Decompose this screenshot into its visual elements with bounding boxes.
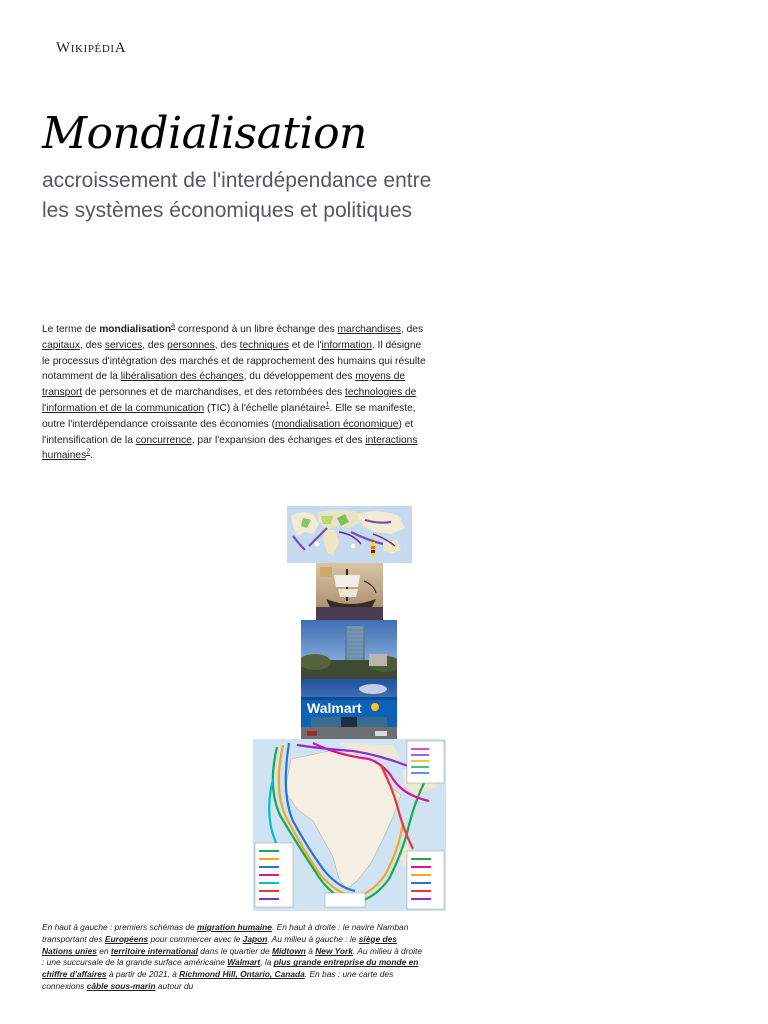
note-link-1[interactable]: 1 [325, 401, 330, 409]
logo-letters: ikipédi [70, 40, 115, 56]
text: Le terme de [42, 324, 100, 335]
link-cable-sous-marin[interactable]: câble sous-marin [86, 980, 156, 991]
text: , la [260, 957, 274, 968]
text: . Elle se manifeste, outre l'interdépendance croissante des économies ( [42, 402, 416, 430]
text: (TIC) à l'échelle planétaire [204, 402, 326, 414]
link-tic[interactable]: technologies de l'information et de la communication [42, 387, 417, 414]
text: . En bas : une carte des connexions [42, 969, 394, 991]
link-personnes[interactable]: personnes [167, 339, 215, 351]
text: dans le quartier de [197, 945, 272, 956]
link-midtown[interactable]: Midtown [271, 945, 306, 956]
link-services[interactable]: services [104, 339, 143, 351]
link-siege-nations-unies[interactable]: siège des Nations unies [42, 933, 397, 956]
logo-letter-a: A [114, 40, 127, 56]
text: , des [142, 339, 168, 351]
link-europeens[interactable]: Européens [104, 933, 149, 944]
text: , des [79, 339, 105, 351]
text: correspond à un libre échange des [175, 324, 338, 335]
link-techniques[interactable]: techniques [239, 339, 289, 351]
text: ) et l'intensification de la [42, 418, 414, 446]
text: . [90, 450, 93, 462]
text: , des [214, 339, 240, 351]
text: à partir de 2021, à [106, 969, 180, 980]
text: pour commercer avec le [148, 933, 243, 944]
wikipedia-logo[interactable] [56, 40, 126, 57]
link-capitaux[interactable]: capitaux [42, 339, 80, 351]
link-territoire-international[interactable]: territoire international [110, 945, 198, 956]
text: . En haut à droite : le navire Namban transportant des [42, 922, 409, 944]
skyscraper-icon [301, 620, 397, 679]
intro-paragraph [42, 322, 427, 464]
namban-ship-image[interactable] [316, 563, 383, 620]
figure-caption [42, 922, 422, 993]
text: En haut à gauche : premiers schémas de [42, 922, 198, 932]
world-map-icon [287, 506, 412, 563]
text: . Au milieu à gauche : le [267, 933, 359, 944]
link-walmart[interactable]: Walmart [227, 957, 261, 968]
submarine-cable-map-image[interactable] [253, 739, 446, 911]
bold-term: mondialisation [99, 324, 172, 335]
store-front-icon [301, 679, 397, 739]
page-subtitle: accroissement de l'interdépendance entre les systèmes économiques et politiques [42, 169, 432, 222]
note-link-a[interactable]: a [171, 322, 175, 330]
link-liberalisation[interactable]: libéralisation des échanges [120, 371, 244, 383]
link-plus-grande-entreprise[interactable]: plus grande entreprise du monde en chiffre d'affaires [42, 957, 419, 980]
text: . Au milieu à droite : une succursale de la grande surface américaine [42, 945, 423, 968]
link-mondialisation-economique[interactable]: mondialisation économique [275, 418, 399, 430]
un-building-image[interactable] [301, 620, 397, 679]
text: en [96, 945, 111, 956]
text: , par l'expansion des échanges et des [191, 434, 366, 446]
text: à [305, 945, 316, 956]
text: de personnes et de marchandises, et des retombées des [82, 387, 345, 399]
text: . Il désigne le processus d'intégration des marchés et de rapprochement des humains qui résulte notamment de la [42, 339, 426, 383]
link-richmond-hill[interactable]: Richmond Hill, Ontario, Canada [179, 969, 305, 980]
link-migration-humaine[interactable]: migration humaine [197, 922, 272, 932]
link-moyens-de-transport[interactable]: moyens de transport [42, 371, 406, 399]
note-link-2[interactable]: 2 [86, 448, 91, 456]
link-marchandises[interactable]: marchandises [337, 324, 401, 335]
page-title: Mondialisation [42, 108, 367, 159]
africa-map-icon [253, 739, 446, 911]
walmart-sign-text: Walmart [307, 700, 362, 716]
link-information[interactable]: information [321, 339, 372, 351]
text: , des [400, 324, 424, 335]
text: , du développement des [243, 371, 356, 383]
text: et de l' [288, 339, 322, 351]
ship-painting-icon [316, 563, 383, 620]
link-concurrence[interactable]: concurrence [135, 434, 192, 446]
walmart-store-image[interactable] [301, 679, 397, 739]
link-interactions-humaines[interactable]: interactions humaines [42, 434, 418, 462]
text: autour du [155, 980, 194, 991]
migration-map-image[interactable] [287, 506, 412, 563]
link-japon[interactable]: Japon [242, 933, 268, 944]
link-new-york[interactable]: New York [315, 945, 353, 956]
logo-letter-w: W [56, 40, 71, 56]
